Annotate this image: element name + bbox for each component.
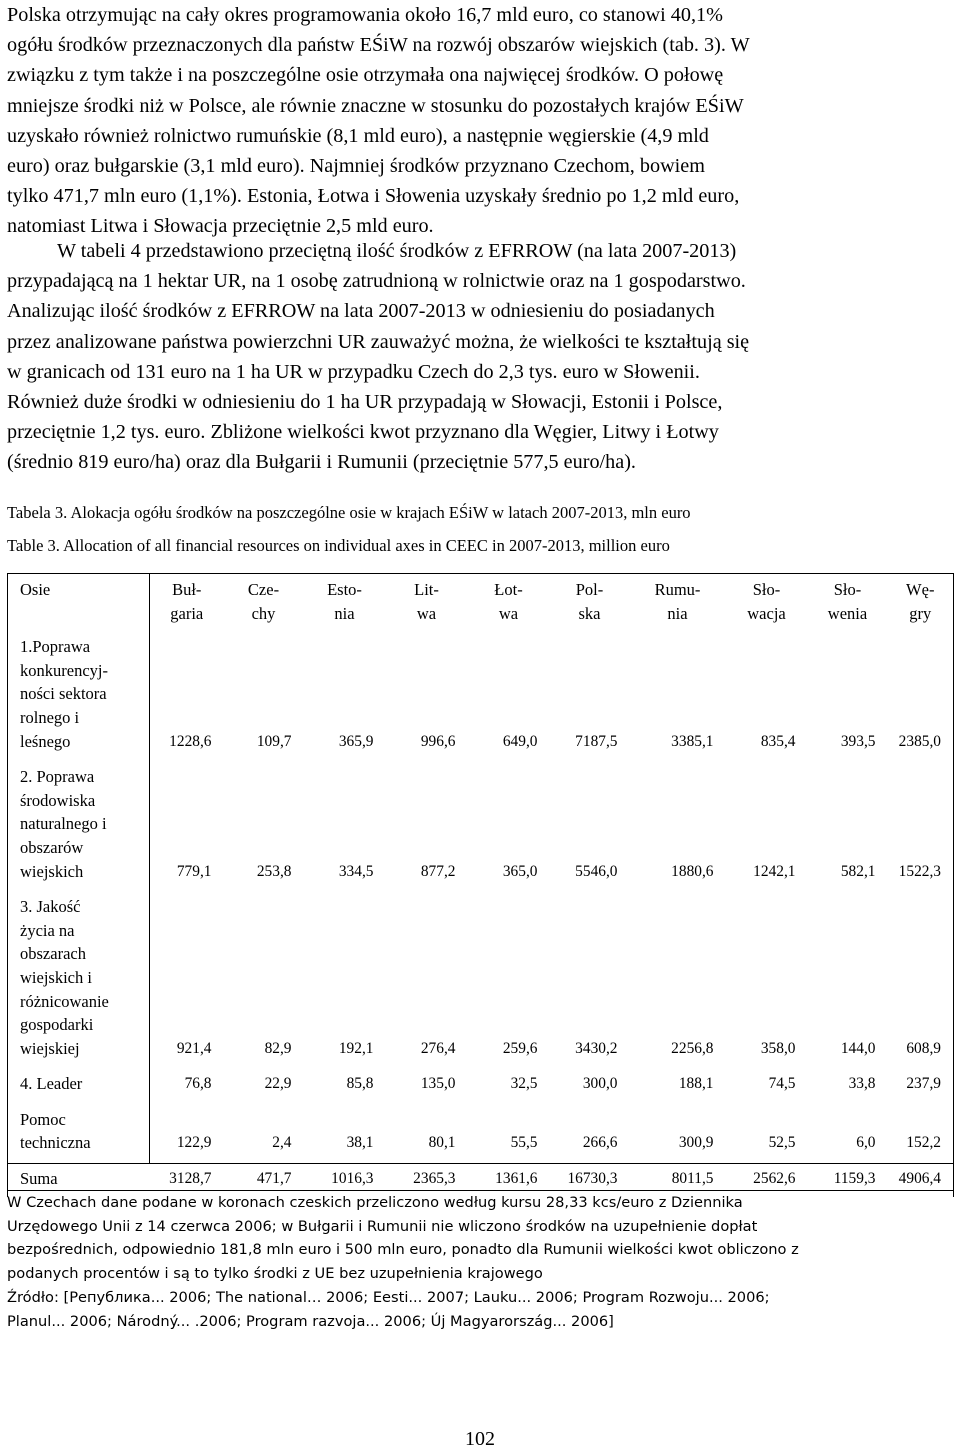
table-cell: 38,1 xyxy=(346,1134,374,1152)
table-cell: 1228,6 xyxy=(150,631,224,761)
sum-cell: 1159,3 xyxy=(808,1164,888,1197)
text-line: ogółu środków przeznaczonych dla państw EŚiW na rozwój obszarów wiejskich (tab. 3). W xyxy=(7,34,750,57)
text-line: natomiast Litwa i Słowacja przeciętnie 2,5 mld euro. xyxy=(7,215,434,238)
text-line: przeciętnie 1,2 tys. euro. Zbliżone wielkości kwot przyznano dla Węgier, Litwy i Łotwy xyxy=(7,421,719,444)
table-cell: 300,9 xyxy=(678,1134,714,1152)
text-line: w granicach od 131 euro na 1 ha UR w przypadku Czech do 2,3 tys. euro w Słowenii. xyxy=(7,360,700,383)
table-caption-polish: Tabela 3. Alokacja ogółu środków na poszczególne osie w krajach EŚiW w latach 2007-2013, mln euro xyxy=(7,503,691,522)
text-line: W tabeli 4 przedstawiono przeciętną ilość środków z EFRROW (na lata 2007-2013) xyxy=(57,240,737,262)
row-label: Pomoc techniczna xyxy=(8,1104,150,1164)
row-label: 1.Poprawa konkurencyj- ności sektora rolnego i leśnego xyxy=(8,631,150,761)
row-label: 2. Poprawa środowiska naturalnego i obszarów wiejskich xyxy=(8,761,150,891)
table-cell: 921,4 xyxy=(150,891,224,1068)
table-cell: 144,0 xyxy=(840,1039,876,1057)
sum-cell: 1361,6 xyxy=(468,1164,550,1197)
text-line: przez analizowane państwa powierzchni UR zauważyć można, że wielkości te kształtują się xyxy=(7,330,750,353)
table-cell: 996,6 xyxy=(420,732,456,750)
table-cell: 649,0 xyxy=(502,732,538,750)
table-cell: 3385,1 xyxy=(671,732,714,750)
table-cell: 1880,6 xyxy=(671,862,714,880)
header-country: Buł- garia xyxy=(150,574,224,632)
table-cell: 2,4 xyxy=(272,1134,292,1152)
table-cell: 135,0 xyxy=(420,1075,456,1093)
sum-cell: 3128,7 xyxy=(150,1164,224,1197)
table-cell: 122,9 xyxy=(150,1104,224,1164)
text-line: Planul... 2006; Národný... .2006; Program razvoja... 2006; Új Magyarország... 2006] xyxy=(7,1312,614,1330)
table-cell: 365,0 xyxy=(502,862,538,880)
table-row xyxy=(8,761,954,891)
table-cell: 188,1 xyxy=(678,1075,714,1093)
table-cell: 835,4 xyxy=(760,732,796,750)
table-cell: 109,7 xyxy=(256,732,292,750)
header-country: Wę- gry xyxy=(888,574,954,632)
table-cell: 33,8 xyxy=(848,1075,876,1093)
table-cell: 74,5 xyxy=(768,1075,796,1093)
table-cell: 2256,8 xyxy=(671,1039,714,1057)
text-line: W Czechach dane podane w koronach czeskich przeliczono według kursu 28,33 kcs/euro z Dziennika xyxy=(7,1194,743,1211)
text-line: Analizując ilość środków z EFRROW na lata 2007-2013 w odniesieniu do posiadanych xyxy=(7,300,715,323)
table-cell: 85,8 xyxy=(346,1075,374,1093)
sum-cell: 4906,4 xyxy=(888,1164,954,1197)
sum-cell: 2562,6 xyxy=(726,1164,808,1197)
table-cell: 1522,3 xyxy=(888,761,954,891)
table-cell: 5546,0 xyxy=(575,862,618,880)
text-line: mniejsze środki niż w Polsce, ale równie znaczne w stosunku do pozostałych krajów EŚiW xyxy=(7,94,744,117)
allocation-table xyxy=(7,573,953,1197)
table-cell: 237,9 xyxy=(888,1068,954,1104)
table-caption-english: Table 3. Allocation of all financial resources on individual axes in CEEC in 2007-2013, million euro xyxy=(7,536,670,555)
table-cell: 7187,5 xyxy=(575,732,618,750)
table-cell: 779,1 xyxy=(150,761,224,891)
text-line: przypadającą na 1 hektar UR, na 1 osobę zatrudnioną w rolnictwie oraz na 1 gospodarstwo. xyxy=(7,270,746,293)
table-cell: 192,1 xyxy=(338,1039,374,1057)
table-header-row xyxy=(8,574,954,632)
table-cell: 6,0 xyxy=(856,1134,876,1152)
table-cell: 152,2 xyxy=(888,1104,954,1164)
sum-cell: 16730,3 xyxy=(550,1164,630,1197)
table-cell: 300,0 xyxy=(582,1075,618,1093)
sum-cell: 8011,5 xyxy=(630,1164,726,1197)
table-cell: 266,6 xyxy=(582,1134,618,1152)
table-cell: 358,0 xyxy=(760,1039,796,1057)
table-cell: 22,9 xyxy=(264,1075,292,1093)
header-country: Cze- chy xyxy=(247,580,280,623)
table-cell: 877,2 xyxy=(420,862,456,880)
table-cell: 32,5 xyxy=(510,1075,538,1093)
table-cell: 1242,1 xyxy=(753,862,796,880)
text-line: uzyskało również rolnictwo rumuńskie (8,1 mld euro), a następnie węgierskie (4,9 mld xyxy=(7,124,709,147)
text-line: (średnio 819 euro/ha) oraz dla Bułgarii i Rumunii (przeciętnie 577,5 euro/ha). xyxy=(7,451,636,474)
page-number: 102 xyxy=(465,1428,495,1450)
sum-cell: 1016,3 xyxy=(304,1164,386,1197)
header-country: Łot- wa xyxy=(494,580,523,623)
table-cell: 393,5 xyxy=(840,732,876,750)
table-cell: 52,5 xyxy=(768,1134,796,1152)
header-country: Sło- wenia xyxy=(827,580,868,623)
text-line: związku z tym także i na poszczególne osie otrzymała ona najwięcej środków. O połowę xyxy=(7,64,724,87)
header-axis: Osie xyxy=(8,574,150,632)
table-cell: 259,6 xyxy=(502,1039,538,1057)
text-line: Źródło: [Република... 2006; The national… 2006; Eesti... 2007; Lauku... 2006; Program Rozwoju... 2006; xyxy=(7,1289,770,1306)
table-cell: 582,1 xyxy=(840,862,876,880)
text-line: euro) oraz bułgarskie (3,1 mld euro). Najmniej środków przyznano Czechom, bowiem xyxy=(7,155,705,178)
table-cell: 253,8 xyxy=(256,862,292,880)
allocation-table-grid xyxy=(7,573,954,1197)
table-source xyxy=(7,1286,953,1333)
table-cell: 334,5 xyxy=(338,862,374,880)
row-label: 3. Jakość życia na obszarach wiejskich i różnicowanie gospodarki wiejskiej xyxy=(8,891,150,1068)
sum-cell: 471,7 xyxy=(224,1164,304,1197)
paragraph-per-hectare-analysis xyxy=(7,236,953,478)
table-row xyxy=(8,891,954,1068)
table-row xyxy=(8,631,954,761)
paragraph-allocation-summary xyxy=(7,0,953,242)
table-cell: 76,8 xyxy=(150,1068,224,1104)
table-row xyxy=(8,1068,954,1104)
header-country: Sło- wacja xyxy=(747,580,786,623)
table-cell: 365,9 xyxy=(338,732,374,750)
header-country: Lit- wa xyxy=(414,580,439,623)
text-line: Urzędowego Unii z 14 czerwca 2006; w Bułgarii i Rumunii nie wliczono środków na uzupełnienie dopłat xyxy=(7,1217,758,1235)
header-country: Esto- nia xyxy=(327,580,362,623)
table-cell: 276,4 xyxy=(420,1039,456,1057)
table-cell: 608,9 xyxy=(888,891,954,1068)
header-country: Rumu- nia xyxy=(654,580,701,623)
sum-cell: 2365,3 xyxy=(386,1164,468,1197)
table-cell: 80,1 xyxy=(428,1134,456,1152)
text-line: bezpośrednich, odpowiednio 181,8 mln euro i 500 mln euro, ponadto dla Rumunii wielkości kwot obliczono z xyxy=(7,1241,799,1259)
text-line: Również duże środki w odniesieniu do 1 ha UR przypadają w Słowacji, Estonii i Polsce, xyxy=(7,391,723,414)
table-row xyxy=(8,1104,954,1164)
text-line: podanych procentów i są to tylko środki z UE bez uzupełnienia krajowego xyxy=(7,1264,543,1282)
header-country: Pol- ska xyxy=(575,580,604,623)
text-line: Polska otrzymując na cały okres programowania około 16,7 mld euro, co stanowi 40,1% xyxy=(7,4,723,26)
text-line: tylko 471,7 mln euro (1,1%). Estonia, Łotwa i Słowenia uzyskały średnio po 1,2 mld euro, xyxy=(7,185,740,208)
table-note xyxy=(7,1191,953,1285)
table-cell: 55,5 xyxy=(510,1134,538,1152)
row-label: 4. Leader xyxy=(8,1068,150,1104)
table-cell: 3430,2 xyxy=(575,1039,618,1057)
sum-label: Suma xyxy=(8,1164,150,1197)
table-cell: 2385,0 xyxy=(888,631,954,761)
table-cell: 82,9 xyxy=(264,1039,292,1057)
